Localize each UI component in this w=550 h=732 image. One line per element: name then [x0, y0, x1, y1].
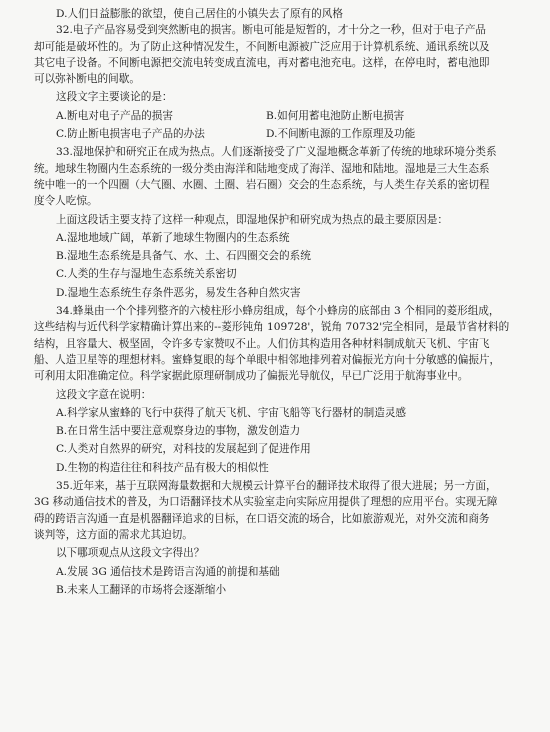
passage-line: 这些结构与近代科学家精确计算出来的--菱形钝角 109728'，锐角 70732'完全相同，是最节省材料的	[34, 321, 510, 334]
option-b: B.在日常生活中要注意观察身边的事物，激发创造力	[56, 425, 301, 438]
passage-line: 统。地球生物圈内生态系统的一级分类由海洋和陆地变成了海洋、湿地和陆地。湿地是三大生态系	[34, 162, 490, 175]
option-d: D.不间断电源的工作原理及功能	[266, 128, 416, 141]
option-d: D.湿地生态系统生存条件恶劣，易发生各种自然灾害	[56, 286, 301, 299]
passage-line: 碍的跨语言沟通一直是机器翻译追求的目标，在口语交流的场合，比如旅游观光，对外交流和商务	[34, 512, 490, 525]
option-b: B.湿地生态系统是具备气、水、土、石四圈交会的系统	[56, 250, 311, 263]
question-35-prompt: 以下哪项观点从这段文字得出？	[56, 547, 205, 560]
question-32-options-row-1	[34, 108, 516, 124]
passage-line: 33.湿地保护和研究正在成为热点。人们逐渐接受了广义湿地概念革新了传统的地球环境分类系	[56, 146, 497, 159]
passage-line: 结构，且容量大、极坚固，令许多专家赞叹不止。人们仿其构造用各种材料制成航天飞机、宇宙飞	[34, 337, 490, 350]
option-a: A.断电对电子产品的损害	[56, 109, 173, 122]
passage-line: 可利用太阳准确定位。科学家据此原理研制成功了偏振光导航仪，早已广泛用于航海事业中。	[34, 370, 469, 383]
option-a: A.发展 3G 通信技术是跨语言沟通的前提和基础	[56, 565, 280, 578]
option-b: B.未来人工翻译的市场将会逐渐缩小	[56, 583, 227, 596]
option-c: C.防止断电损害电子产品的办法	[56, 128, 205, 141]
question-32-prompt: 这段文字主要谈论的是：	[56, 91, 173, 104]
question-35-passage	[34, 478, 516, 543]
question-33-passage	[34, 144, 516, 209]
option-a: A.湿地地域广阔，革新了地球生物圈内的生态系统	[56, 231, 290, 244]
passage-line: 3G 移动通信技术的普及，为口语翻译技术从实验室走向实际应用提供了理想的应用平台。实现无障	[34, 496, 498, 509]
passage-line: 其它电子设备。不间断电源把交流电转变成直流电，再对蓄电池充电。这样，在停电时，蓄电池即	[34, 56, 490, 69]
passage-line: 却可能是破坏性的。为了防止这种情况发生，不间断电源被广泛应用于计算机系统、通讯系统以及	[34, 40, 490, 53]
passage-line: 34.蜂巢由一个个排列整齐的六棱柱形小蜂房组成，每个小蜂房的底部由 3 个相同的菱形组成，	[56, 305, 500, 318]
passage-line: 度令人吃惊。	[34, 195, 98, 208]
passage-line: 船、人造卫星等的理想材料。蜜蜂复眼的每个单眼中相邻地排列着对偏振光方向十分敏感的偏振片，	[34, 353, 501, 366]
question-34-passage	[34, 303, 516, 384]
question-32-options-row-2	[34, 126, 516, 142]
passage-line: 谈判等，这方面的需求尤其迫切。	[34, 528, 193, 541]
option-a: A.科学家从蜜蜂的飞行中获得了航天飞机、宇宙飞船等飞行器材的制造灵感	[56, 406, 407, 419]
option-b: B.如何用蓄电池防止断电损害	[266, 109, 405, 122]
passage-line: 统中唯一的一个四圈（大气圈、水圈、土圈、岩石圈）交会的生态系统，与人类生存关系的密切程	[34, 178, 490, 191]
passage-line: 35.近年来，基于互联网海量数据和大规模云计算平台的翻译技术取得了很大进展；另一方面，	[56, 480, 497, 493]
question-32-passage	[34, 22, 516, 87]
option-d: D.生物的构造往往和科技产品有极大的相似性	[56, 461, 269, 474]
option-c: C.人类的生存与湿地生态系统关系密切	[56, 268, 237, 281]
passage-line: 可以弥补断电的间歇。	[34, 73, 140, 86]
question-34-prompt: 这段文字意在说明：	[56, 388, 152, 401]
option-c: C.人类对自然界的研究，对科技的发展起到了促进作用	[56, 443, 311, 456]
q31-option-d: D.人们日益膨胀的欲望，使自己居住的小镇失去了原有的风格	[56, 8, 343, 20]
question-33-prompt: 上面这段话主要支持了这样一种观点，即湿地保护和研究成为热点的最主要原因是：	[56, 213, 448, 226]
passage-line: 32.电子产品容易受到突然断电的损害。断电可能是短暂的，才十分之一秒，但对于电子产品	[56, 24, 487, 37]
